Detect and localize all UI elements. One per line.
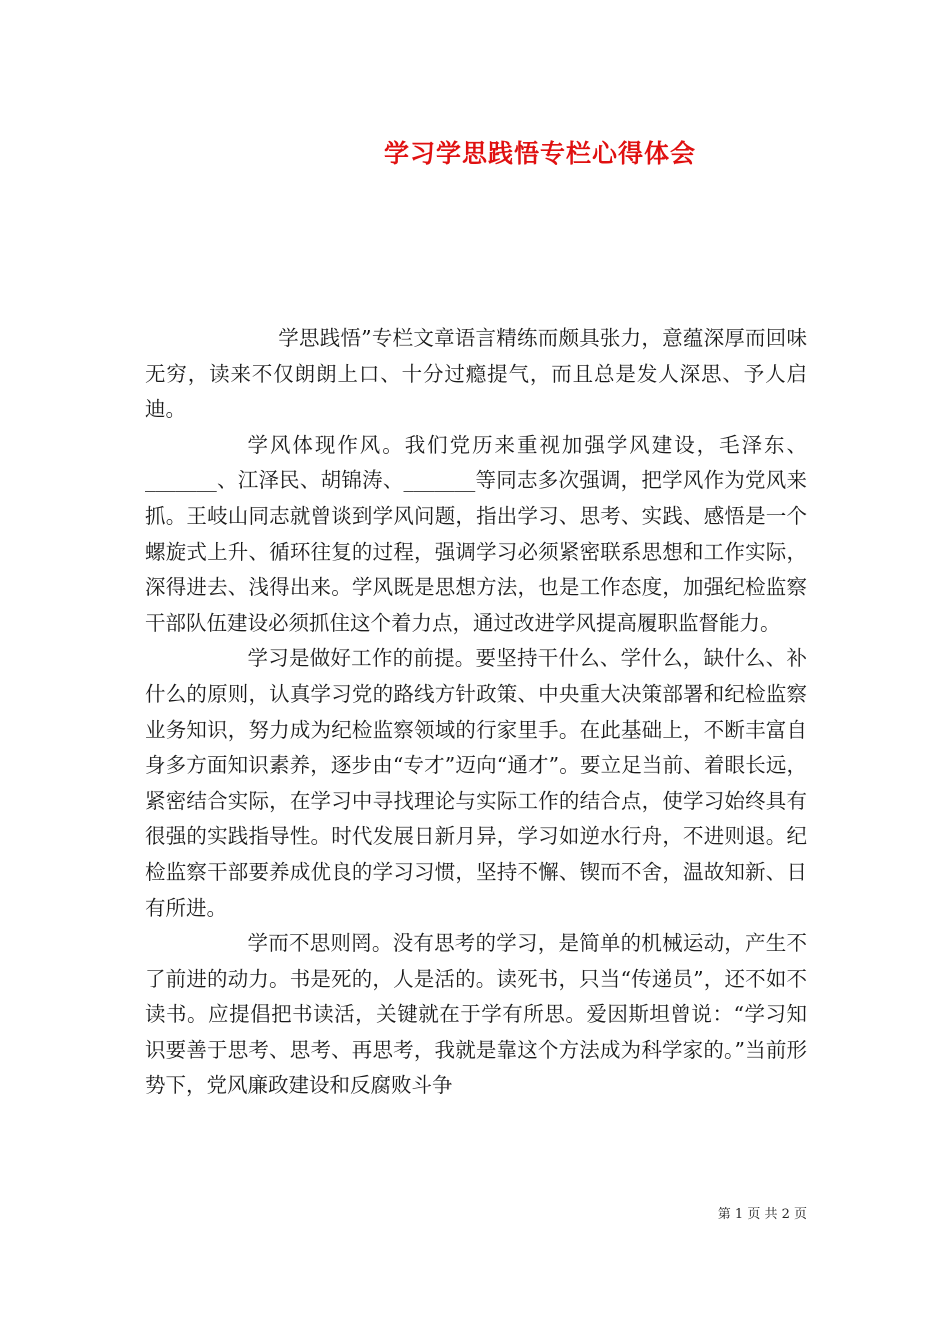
paragraph-2: 学风体现作风。我们党历来重视加强学风建设，毛泽东、_______、江泽民、胡锦涛、_______等同志多次强调，把学风作为党风来抓。王岐山同志就曾谈到学风问题，指出学习、思考、实践、感悟是一个螺旋式上升、循环往复的过程，强调学习必须紧密联系思想和工作实际，深得进去、浅得出来。学风既是思想方法，也是工作态度，加强纪检监察干部队伍建设必须抓住这个着力点，通过改进学风提高履职监督能力。 — [145, 432, 807, 635]
document-title: 学习学思践悟专栏心得体会 — [383, 139, 696, 168]
paragraph-1: 学思践悟”专栏文章语言精练而颇具张力，意蕴深厚而回味无穷，读来不仅朗朗上口、十分过瘾提气，而且总是发人深思、予人启迪。 — [145, 326, 807, 422]
paragraph-4: 学而不思则罔。没有思考的学习，是简单的机械运动，产生不了前进的动力。书是死的，人是活的。读死书，只当“传递员”，还不如不读书。应提倡把书读活，关键就在于学有所思。爱因斯坦曾说：“学习知识要善于思考、思考、再思考，我就是靠这个方法成为科学家的。”当前形势下，党风廉政建设和反腐败斗争 — [145, 931, 807, 1098]
document-body — [145, 321, 807, 1104]
page-number-footer: 第 1 页 共 2 页 — [717, 1207, 807, 1222]
paragraph-3: 学习是做好工作的前提。要坚持干什么、学什么，缺什么、补什么的原则，认真学习党的路线方针政策、中央重大决策部署和纪检监察业务知识，努力成为纪检监察领域的行家里手。在此基础上，不断丰富自身多方面知识素养，逐步由“专才”迈向“通才”。要立足当前、着眼长远，紧密结合实际，在学习中寻找理论与实际工作的结合点，使学习始终具有很强的实践指导性。时代发展日新月异，学习如逆水行舟，不进则退。纪检监察干部要养成优良的学习习惯，坚持不懈、锲而不舍，温故知新、日有所进。 — [145, 646, 807, 920]
